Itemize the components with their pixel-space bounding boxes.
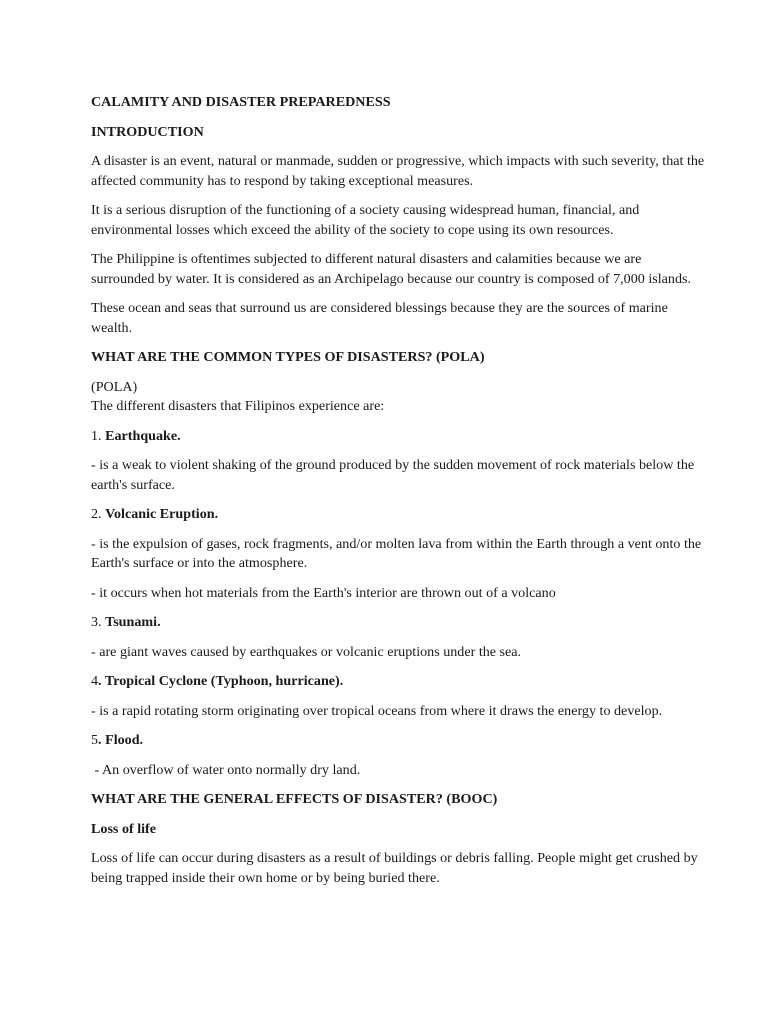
disaster-4-desc: - is a rapid rotating storm originating over tropical oceans from where it draws the energy to develop. (91, 702, 663, 719)
document-title: CALAMITY AND DISASTER PREPAREDNESS (91, 94, 391, 110)
types-pola: (POLA) (91, 378, 138, 395)
disaster-5-name: . Flood. (98, 732, 144, 748)
disaster-1-name: Earthquake. (105, 427, 181, 444)
disaster-2-desc-2: - it occurs when hot materials from the Earth's interior are thrown out of a volcano (91, 584, 556, 601)
intro-paragraph-4: These ocean and seas that surround us are considered blessings because they are the sources of marine wealth. (91, 300, 668, 336)
types-lead: The different disasters that Filipinos experience are: (91, 398, 385, 414)
disaster-2-title (91, 505, 708, 525)
loss-of-life-paragraph: Loss of life can occur during disasters as a result of buildings or debris falling. People might get crushed by being trapped inside their own home or by being buried there. (91, 850, 698, 886)
disaster-1-desc: - is a weak to violent shaking of the ground produced by the sudden movement of rock materials below the earth's surface. (91, 457, 695, 493)
disaster-2-desc-1: - is the expulsion of gases, rock fragments, and/or molten lava from within the Earth through a vent onto the Earth's surface or into the atmosphere. (91, 535, 702, 571)
types-heading: WHAT ARE THE COMMON TYPES OF DISASTERS? (POLA) (91, 349, 485, 365)
loss-of-life-heading: Loss of life (91, 820, 156, 837)
disaster-3-title (91, 613, 708, 633)
disaster-2-name: Volcanic Eruption. (105, 506, 219, 522)
disaster-4-title (91, 672, 708, 692)
disaster-3-name: Tsunami. (105, 614, 161, 630)
intro-paragraph-2: It is a serious disruption of the functioning of a society causing widespread human, financial, and environmental losses which exceed the ability of the society to cope using its own resources. (91, 202, 640, 238)
disaster-4-number: 4 (91, 673, 99, 689)
intro-paragraph-1: A disaster is an event, natural or manmade, sudden or progressive, which impacts with such severity, that the affected community has to respond by taking exceptional measures. (91, 153, 705, 189)
disaster-5-desc: - An overflow of water onto normally dry land. (91, 761, 361, 778)
disaster-5-number: 5 (91, 732, 99, 748)
disaster-3-number: 3. (91, 614, 106, 630)
intro-paragraph-3: The Philippine is oftentimes subjected to different natural disasters and calamities because we are surrounded by water. It is considered as an Archipelago because our country is composed of 7,000 islands. (91, 251, 692, 287)
intro-heading: INTRODUCTION (91, 123, 204, 140)
disaster-2-number: 2. (91, 506, 106, 522)
disaster-1-number: 1. (91, 427, 106, 444)
disaster-5-title (91, 731, 708, 751)
disaster-1-title (91, 427, 708, 447)
disaster-3-desc: - are giant waves caused by earthquakes or volcanic eruptions under the sea. (91, 643, 522, 660)
effects-heading: WHAT ARE THE GENERAL EFFECTS OF DISASTER? (BOOC) (91, 791, 498, 807)
disaster-4-name: . Tropical Cyclone (Typhoon, hurricane). (98, 673, 344, 689)
